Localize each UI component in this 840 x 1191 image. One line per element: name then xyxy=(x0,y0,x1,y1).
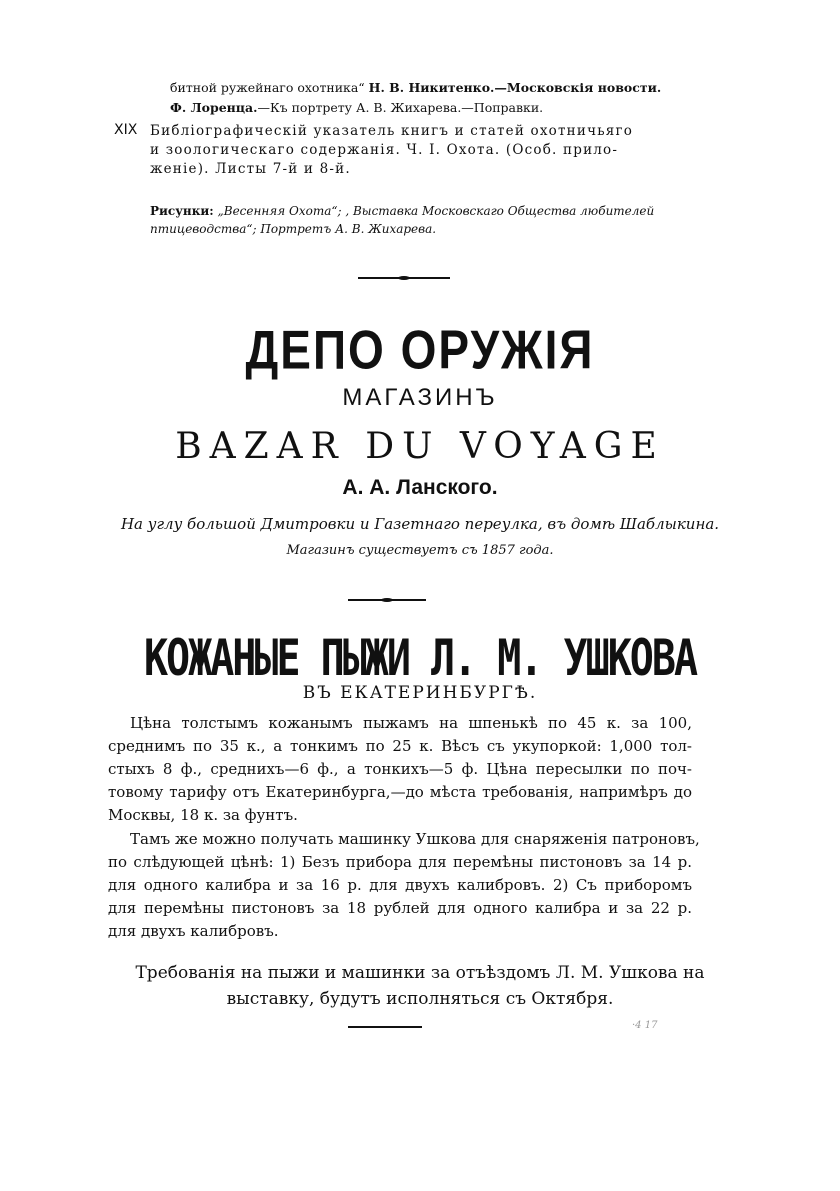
ad-wads-city: ВЪ ЕКАТЕРИНБУРГѢ. xyxy=(302,683,538,703)
illustrations-note xyxy=(150,202,710,238)
end-divider xyxy=(348,1026,422,1028)
orders-note-line: Требованія на пыжи и машинки за отъѣздомъ Л. М. Ушкова на xyxy=(135,963,705,983)
toc-line-2 xyxy=(170,100,543,116)
paragraph-line: по слѣдующей цѣнѣ: 1) Безъ прибора для перемѣны пистоновъ за 14 р. xyxy=(108,853,692,871)
illustrations-line-1: „Весенняя Охота“; , Выставка Московскаго Общества любителей xyxy=(217,204,655,218)
section-19-line: Библіографическій указатель книгъ и статей охотничьяго xyxy=(150,123,634,139)
ad-wads-machine-paragraph xyxy=(108,828,700,943)
paragraph-line: Тамъ же можно получать машинку Ушкова для снаряженія патроновъ, xyxy=(130,830,700,848)
paragraph-line: для перемѣны пистоновъ за 18 рублей для одного калибра и за 22 р. xyxy=(108,899,692,917)
paragraph-line: Москвы, 18 к. за фунтъ. xyxy=(108,806,298,824)
section-19-line: женіе). Листы 7-й и 8-й. xyxy=(150,161,351,177)
ad-depo-since: Магазинъ существуетъ съ 1857 года. xyxy=(286,543,554,558)
section-divider xyxy=(358,277,450,279)
toc-line-1 xyxy=(170,80,661,96)
illustrations-label: Рисунки: xyxy=(150,204,214,218)
ad-wads-title: КОЖАНЫЕ ПЫЖИ Л. М. УШКОВА xyxy=(143,630,697,688)
toc-line-1-rest: —Московскія новости. xyxy=(494,80,662,95)
ad-wads-price-paragraph xyxy=(108,712,692,827)
paragraph-line: Цѣна толстымъ кожанымъ пыжамъ на шпенькѣ по 45 к. за 100, xyxy=(130,714,692,732)
paragraph-line: для одного калибра и за 16 р. для двухъ калибровъ. 2) Съ приборомъ xyxy=(108,876,692,894)
ad-depo-address: На углу большой Дмитровки и Газетнаго переулка, въ домѣ Шаблыкина. xyxy=(120,515,720,533)
toc-line-2-author: Ф. Лоренца. xyxy=(170,100,258,115)
ad-wads-orders-note xyxy=(0,960,840,1012)
page-mark: ·4 17 xyxy=(632,1020,658,1031)
ad-depo-shop-label: МАГАЗИНЪ xyxy=(342,384,498,411)
section-19-line: и зоологическаго содержанія. Ч. I. Охота. (Особ. прило- xyxy=(150,142,619,158)
section-19-text xyxy=(150,122,710,179)
paragraph-line: среднимъ по 35 к., а тонкимъ по 25 к. Вѣсъ съ укупоркой: 1,000 тол- xyxy=(108,737,692,755)
section-roman-numeral: XIX xyxy=(114,122,138,138)
ad-depo-title: ДЕПО ОРУЖІЯ xyxy=(245,319,595,381)
illustrations-line-2: птицеводства“; Портретъ А. В. Жихарева. xyxy=(150,222,437,236)
orders-note-line: выставку, будутъ исполняться съ Октября. xyxy=(226,989,614,1009)
ad-depo-store-name: BAZAR DU VOYAGE xyxy=(175,426,665,467)
toc-line-1-author: Н. В. Никитенко. xyxy=(368,80,495,95)
ad-depo-owner: А. А. Ланского. xyxy=(342,476,498,499)
paragraph-line: для двухъ калибровъ. xyxy=(108,922,279,940)
paragraph-line: стыхъ 8 ф., среднихъ—6 ф., а тонкихъ—5 ф. Цѣна пересылки по поч- xyxy=(108,760,692,778)
ad-divider xyxy=(348,599,426,601)
paragraph-line: товому тарифу отъ Екатеринбурга,—до мѣста требованія, напримѣръ до xyxy=(108,783,692,801)
toc-line-2-rest: —Къ портрету А. В. Жихарева.—Поправки. xyxy=(257,100,544,115)
toc-line-1-text: битной ружейнаго охотника“ xyxy=(170,80,365,95)
